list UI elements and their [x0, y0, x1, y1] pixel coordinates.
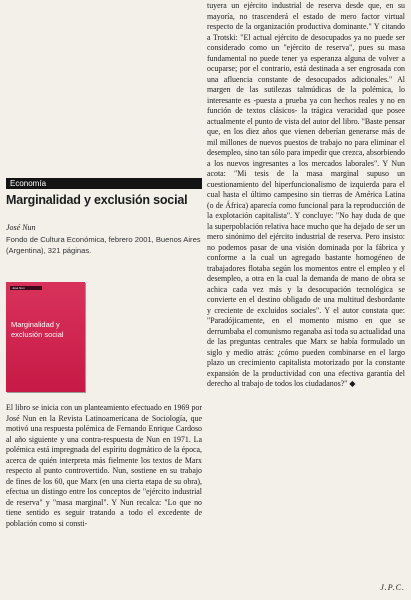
left-paragraph: El libro se inicia con un planteamiento efectuado en 1969 por José Nun en la Revista Latinoamericana de Sociología, que motivó una respuesta polémica de Fernando Enrique Cardoso al año siguiente y una contra-respuesta de Nun en 1971. La polémica está impregnada del espíritu dogmático de la época, acerca de quién interpreta más fielmente los textos de Marx respecto al punto controvertido. Nun, sostiene en su trabajo de fines de los 60, que Marx (en una cierta etapa de su obra), efectua un distingo entre los conceptos de "ejército industrial de reserva" y "masa marginal". Y Nun recalca: "Lo que no tiene sentido es seguir tratando a todo el excedente de población como si consti- — [6, 403, 202, 528]
book-cover-image — [6, 282, 85, 392]
cover-title: Marginalidad y exclusión social — [11, 320, 64, 339]
left-column — [6, 0, 202, 600]
right-column — [207, 0, 405, 600]
book-author: José Nun — [6, 223, 36, 232]
left-body-text — [6, 403, 202, 529]
right-paragraph: tuyera un ejército industrial de reserva desde que, en su mayoría, no trascenderá el estado de mero factor virtual respecto de la organización productiva dominante." Y citando a Trotski: "El actual ejército de desocupados ya no puede ser considerado como un "ejército de reserva", pues su masa fundamental no puede tener ya esperanza alguna de volver a ocuparse; por el contrario, está destinada a ser engrosada con una afluencia constante de desocupados adicionales." Al margen de las sutilezas talmúdicas de la polémica, lo interesante es -puesta a prueba ya con hechos reales y no en función de textos clásicos- la trágica veracidad que posee actualmente el punto de vista del autor del libro. "Baste pensar que, en los diez años que vienen deberían generarse más de mil millones de nuevos puestos de trabajo no para eliminar el desempleo, sino tan sólo para impedir que crezca, absorbiendo a los nuevos ingresantes a los mercados laborales". Y Nun acota: "Mi tesis de la masa marginal supuso un cuestionamiento del hiperfuncionalismo de izquierda para el cual hasta el último campesino sin tierras de América Latina (o de África) aparecía como funcional para la reproducción de la explotación capitalista". Y concluye: "No hay duda de que la superpoblación relativa hace mucho que ha dejado de ser un mero sinónimo del ejército industrial de reserva. Pero insisto: no podemos pasar de una visión dominada por la fábrica y conforme a la cual un agregado bastante homogéneo de trabajadores flotaba según los momentos entre el empleo y el desempleo, a otra en la cual la demanda de mano de obra se achica cada vez más y la desocupación tecnológica se convierte en el destino obligado de una multitud desbordante y creciente de excluidos sociales". Y el autor constata que: "Paradójicamente, en el momento mismo en que se derrumbaba el comunismo reganaba así toda su actualidad una de las preguntas centrales que Marx se había formulado un siglo y medio atrás: ¿cómo pueden combinarse en el largo plazo un crecimiento capitalista motorizado por la constante expansión de la productividad con una efectiva garantía del derecho al trabajo de todos los ciudadanos?" ◆ — [207, 1, 405, 388]
section-label: Economía — [6, 178, 202, 189]
article-headline: Marginalidad y exclusión social — [6, 193, 188, 207]
publication-info: Fondo de Cultura Económica, febrero 2001, Buenos Aires (Argentina), 321 páginas. — [6, 235, 201, 255]
cover-author-strip: José Nun — [10, 286, 42, 290]
right-body-text — [207, 1, 405, 390]
reviewer-initials: J.P.C. — [380, 583, 405, 592]
